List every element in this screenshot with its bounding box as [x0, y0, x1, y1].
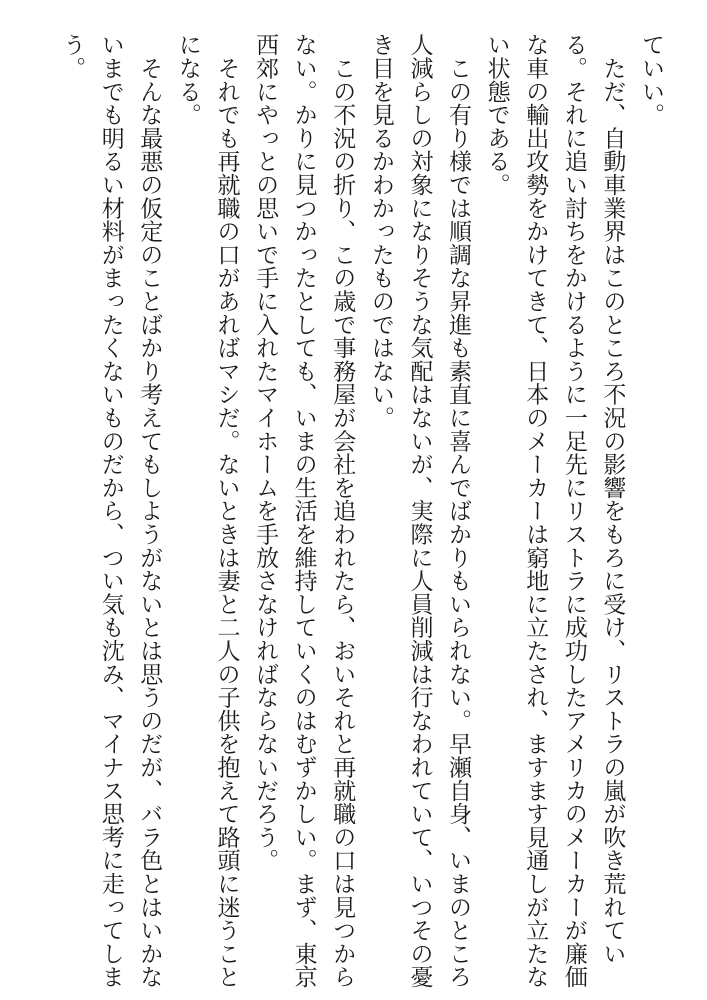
text-line: ない。かりに見つかったとしても、いまの生活を維持していくのはむずかしい。まず、東京 [290, 33, 317, 989]
text-line: い状態である。 [483, 33, 510, 197]
text-line: な車の輸出攻勢をかけてきて、日本のメーカーは窮地に立たされ、ますます見通しが立たな [522, 33, 549, 989]
text-line: この不況の折り、この歳で事務屋が会社を追われたら、おいそれと再就職の口は見つから [329, 33, 356, 989]
text-line: ただ、自動車業界はこのところ不況の影響をもろに受け、リストラの嵐が吹き荒れてい [599, 33, 626, 965]
text-line: そんな最悪の仮定のことばかり考えてもしようがないとは思うのだが、バラ色とはいかな [136, 33, 163, 989]
text-line: この有り様では順調な昇進も素直に喜んでばかりもいられない。早瀬自身、いまのところ [445, 33, 472, 989]
text-line: 人減らしの対象になりそうな気配はないが、実際に人員削減は行なわれていて、いつその憂 [406, 33, 433, 989]
text-line: る。それに追い討ちをかけるように一足先にリストラに成功したアメリカのメーカーが廉価 [560, 33, 587, 989]
text-line: ていい。 [638, 33, 664, 127]
text-line: それでも再就職の口があればマシだ。ないときは妻と二人の子供を抱えて路頭に迷うこと [213, 33, 240, 989]
text-line: う。 [59, 33, 86, 80]
vertical-text-page [53, 33, 671, 989]
text-line: いまでも明るい材料がまったくないものだから、つい気も沈み、マイナス思考に走ってしま [97, 33, 124, 989]
text-line: 西郊にやっとの思いで手に入れたマイホームを手放さなければならないだろう。 [252, 33, 279, 872]
text-line: になる。 [174, 33, 201, 127]
text-line: き目を見るかわかったものではない。 [367, 33, 394, 430]
